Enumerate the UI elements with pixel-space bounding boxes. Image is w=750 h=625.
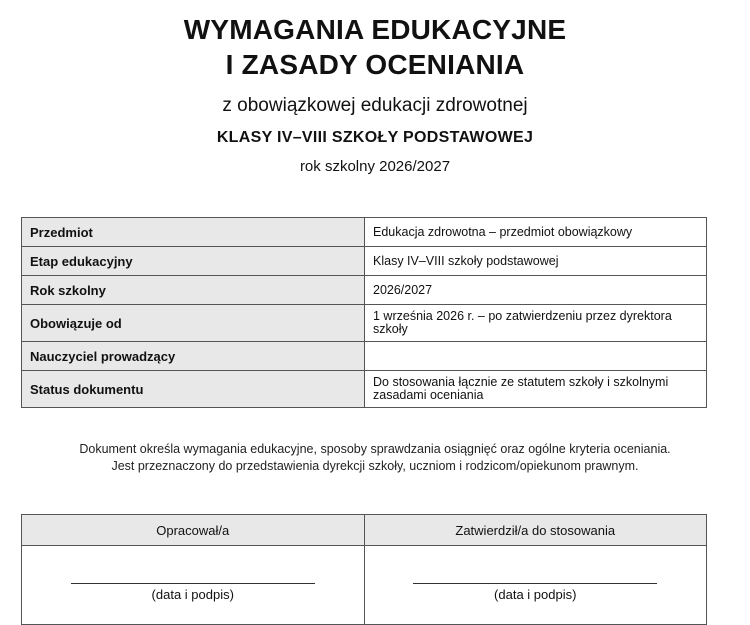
- table-row: [22, 276, 707, 305]
- document-classes: KLASY IV–VIII SZKOŁY PODSTAWOWEJ: [216, 129, 534, 146]
- row-value: Klasy IV–VIII szkoły podstawowej: [365, 247, 707, 276]
- signature-caption: (data i podpis): [151, 587, 234, 602]
- row-label: Nauczyciel prowadzący: [22, 342, 365, 371]
- row-value: 1 września 2026 r. – po zatwierdzeniu przez dyrektora szkoły: [365, 305, 707, 342]
- table-row: [22, 218, 707, 247]
- prepared-by-header: Opracował/a: [22, 515, 365, 546]
- note-line-2: Jest przeznaczony do przedstawienia dyrekcji szkoły, uczniom i rodzicom/opiekunom prawnym.: [111, 459, 639, 473]
- row-label: Rok szkolny: [22, 276, 365, 305]
- signature-header-row: [22, 515, 707, 546]
- table-row: [22, 371, 707, 408]
- row-label: Status dokumentu: [22, 371, 365, 408]
- prepared-signature-cell: [22, 546, 365, 625]
- row-label: Etap edukacyjny: [22, 247, 365, 276]
- row-value: Do stosowania łącznie ze statutem szkoły i szkolnymi zasadami oceniania: [365, 371, 707, 408]
- table-row: [22, 247, 707, 276]
- row-value-empty: [365, 342, 707, 371]
- info-table: [21, 217, 707, 408]
- row-label: Obowiązuje od: [22, 305, 365, 342]
- row-value: 2026/2027: [365, 276, 707, 305]
- approved-by-header: Zatwierdził/a do stosowania: [364, 515, 707, 546]
- row-value: Edukacja zdrowotna – przedmiot obowiązkowy: [365, 218, 707, 247]
- signature-line: [413, 583, 657, 584]
- approved-signature-cell: [364, 546, 707, 625]
- document-title-line-1: WYMAGANIA EDUKACYJNE: [183, 14, 567, 45]
- note-line-1: Dokument określa wymagania edukacyjne, sposoby sprawdzania osiągnięć oraz ogólne kryteria oceniania.: [79, 442, 671, 456]
- table-row: [22, 342, 707, 371]
- row-label: Przedmiot: [22, 218, 365, 247]
- signature-caption: (data i podpis): [494, 587, 577, 602]
- signature-row: [22, 546, 707, 625]
- document-school-year: rok szkolny 2026/2027: [299, 158, 451, 175]
- document-subtitle: z obowiązkowej edukacji zdrowotnej: [222, 95, 528, 116]
- document-title-line-2: I ZASADY OCENIANIA: [225, 49, 525, 80]
- signature-line: [71, 583, 315, 584]
- signature-table: [21, 514, 707, 625]
- document-note: [0, 441, 750, 475]
- table-row: [22, 305, 707, 342]
